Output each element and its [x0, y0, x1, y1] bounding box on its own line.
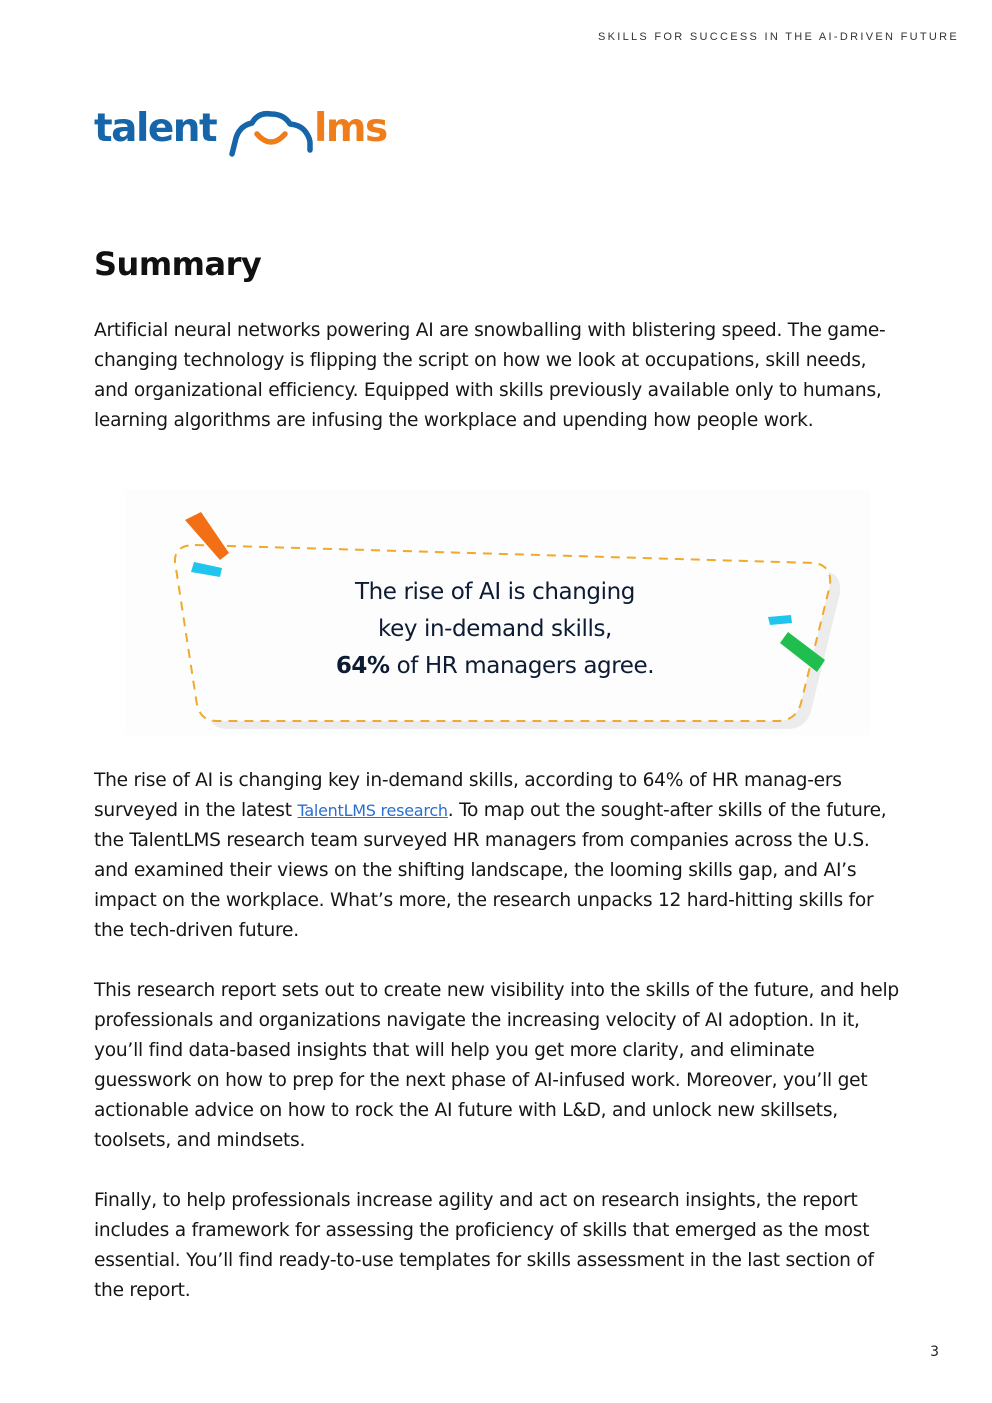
quote-callout — [125, 490, 870, 735]
body-paragraph-2: This research report sets out to create new visibility into the skills of the future, and help professionals and organizations navigate the increasing velocity of AI adoption. In it, you’ll find data-based insights that will help you get more clarity, and eliminate guesswork on how to prep for the next phase of AI-infused work. Moreover, you’ll get actionable advice on how to rock the AI future with L&D, and unlock new skillsets, toolsets, and mindsets. — [94, 980, 899, 1151]
talentlms-research-link[interactable]: TalentLMS research — [297, 801, 448, 820]
p1-text-after: . To map out the sought-after skills of the future, the TalentLMS research team surveyed HR managers from companies across the U.S. and examined their views on the shifting landscape, the looming skills gap, and AI’s impact on the workplace. What’s more, the research unpacks 12 hard-hitting skills for the tech-driven future. — [94, 800, 887, 941]
talentlms-logo[interactable] — [94, 108, 404, 158]
callout-stat-highlight: 64% — [335, 653, 390, 679]
intro-paragraph: Artificial neural networks powering AI are snowballing with blistering speed. The game-changing technology is flipping the script on how we look at occupations, skill needs, and organizational efficiency. Equipped with skills previously available only to humans, learning algorithms are infusing the workplace and upending how people work. — [94, 320, 886, 431]
callout-line-3-rest: of HR managers agree. — [389, 653, 655, 679]
callout-quote-text — [285, 574, 705, 685]
callout-line-2: key in-demand skills, — [378, 616, 612, 642]
callout-line-1: The rise of AI is changing — [354, 579, 636, 605]
body-paragraph-3: Finally, to help professionals increase agility and act on research insights, the report includes a framework for assessing the proficiency of skills that emerged as the most essential. You’ll find ready-to-use templates for skills assessment in the last section of the report. — [94, 1190, 874, 1301]
body-paragraph-1 — [94, 766, 904, 946]
page-title: Summary — [94, 245, 262, 283]
callout-line-3 — [285, 648, 705, 685]
logo-cloud-icon — [224, 108, 316, 158]
p1-text-before: The rise of AI is changing key in-demand skills, according to 64% of HR manag-ers surveyed in the latest — [94, 770, 842, 821]
logo-talent-text: talent — [94, 106, 217, 151]
page-number: 3 — [930, 1344, 939, 1360]
logo-lms-text: lms — [314, 106, 387, 151]
running-header: SKILLS FOR SUCCESS IN THE AI-DRIVEN FUTURE — [597, 31, 959, 43]
